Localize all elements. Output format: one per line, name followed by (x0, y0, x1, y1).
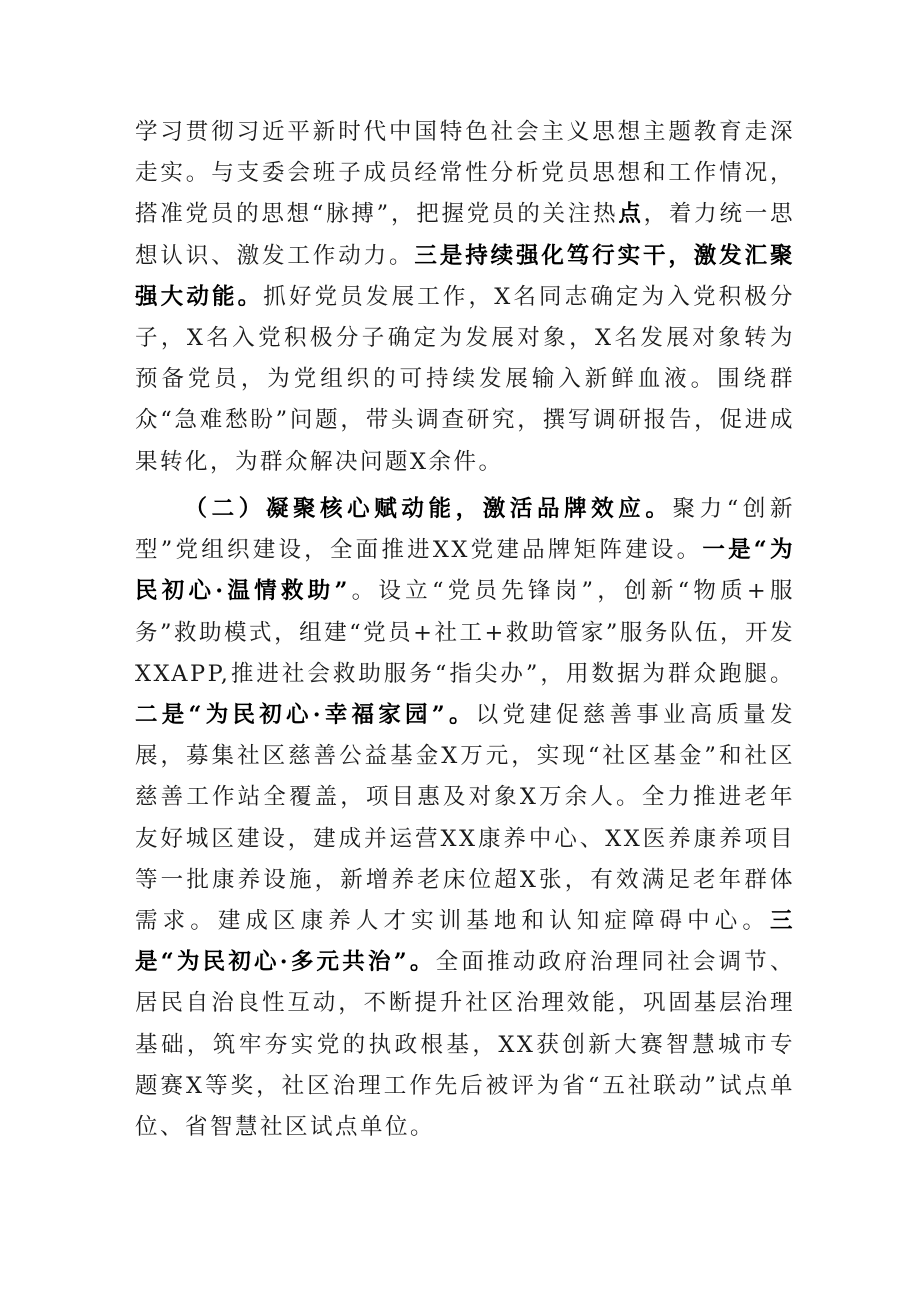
paragraph-2-text-d: 全面推动政府治理同社会调节、居民自治良性互动，不断提升社区治理效能，巩固基层治理基础，筑牢夯实党的执政根基，XX获创新大赛智慧城市专题赛X等奖，社区治理工作先后被评为省“五社联动”试点单位、省智慧社区试点单位。 (135, 949, 795, 1141)
paragraph-1 (135, 112, 795, 483)
paragraph-1-heading-three: 三是持续强化笃行实干，激发汇聚强大动能。 (135, 242, 795, 310)
point-two-heading: 二是“为民初心·幸福家园”。 (135, 702, 476, 729)
section-heading: （二）凝聚核心赋动能，激活品牌效应。 (184, 496, 673, 522)
paragraph-2-text-a: 聚力“创新型”党组织建设，全面推进XX党建品牌矩阵建设。 (135, 496, 795, 564)
point-one-heading: 一是“为民初心·温情救助” (135, 537, 795, 605)
paragraph-2 (135, 489, 795, 1148)
paragraph-1-text-c: 抓好党员发展工作，X名同志确定为入党积极分子，X名入党积极分子确定为发展对象，X名发展对象转为预备党员，为党组织的可持续发展输入新鲜血液。围绕群众“急难愁盼”问题，带头调查研究，撰写调研报告，促进成果转化，为群众解决问题X余件。 (135, 283, 795, 475)
paragraph-1-text-a: 学习贯彻习近平新时代中国特色社会主义思想主题教育走深走实。与支委会班子成员经常性分析党员思想和工作情况，搭准党员的思想“脉搏”，把握党员的关注热 (135, 119, 795, 228)
point-three-heading: 三是“为民初心·多元共治”。 (135, 908, 795, 976)
paragraph-1-text-b: ，着力统一思想认识、激发工作动力。 (135, 201, 795, 269)
paragraph-2-text-c: 以党建促慈善事业高质量发展，募集社区慈善公益基金X万元，实现“社区基金”和社区慈善工作站全覆盖，项目惠及对象X万余人。全力推进老年友好城区建设，建成并运营XX康养中心、XX医养康养项目等一批康养设施，新增养老床位超X张，有效满足老年群体需求。建成区康养人才实训基地和认知症障碍中心。 (135, 702, 795, 935)
paragraph-1-bold-char: 点 (618, 201, 644, 228)
paragraph-2-text-b: 。设立“党员先锋岗”，创新“物质+服务”救助模式，组建“党员+社工+救助管家”服务队伍，开发XXAPP,推进社会救助服务“指尖办”，用数据为群众跑腿。 (135, 578, 795, 687)
